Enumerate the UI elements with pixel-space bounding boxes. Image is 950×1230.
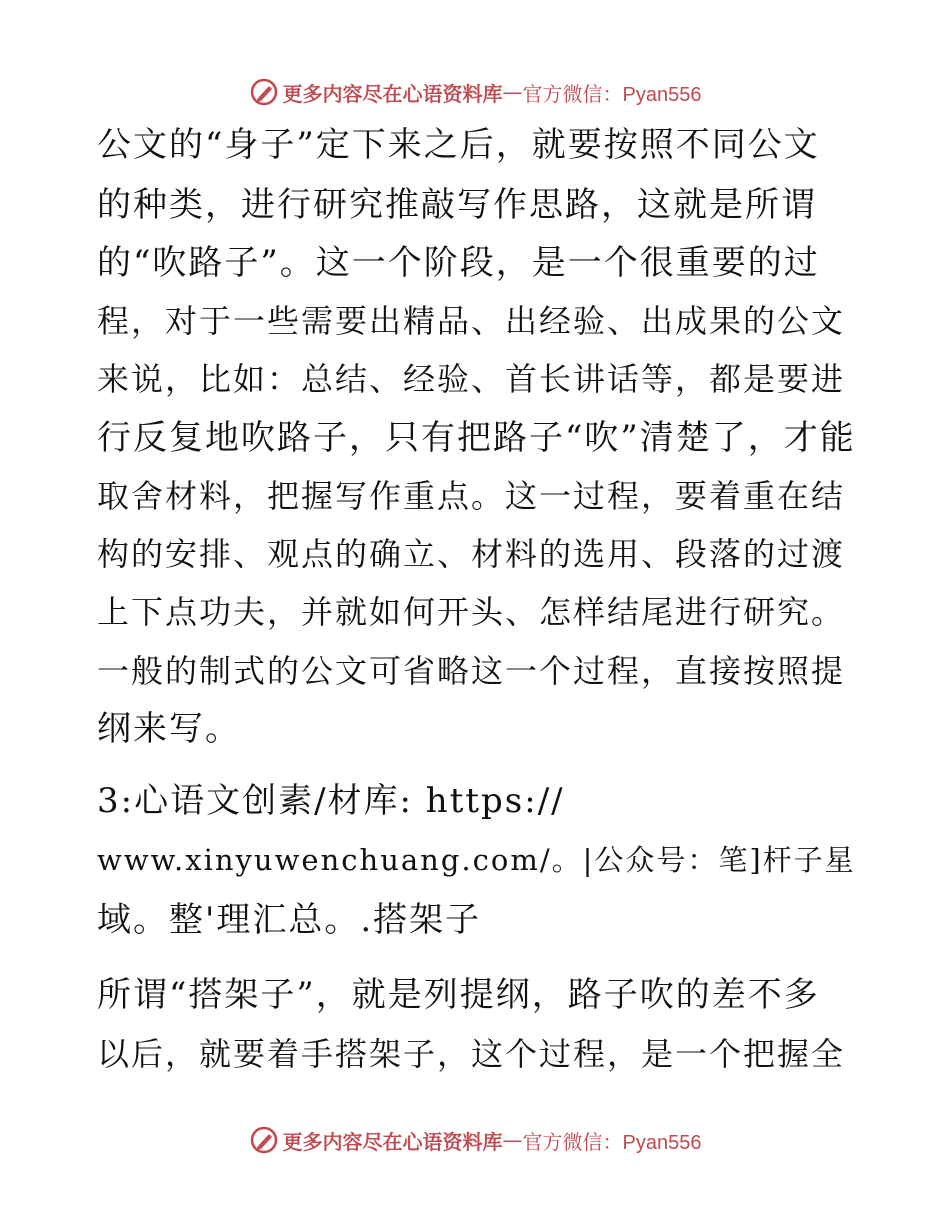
watermark-header xyxy=(0,72,950,112)
text-line: 公文的“身子”定下来之后，就要按照不同公文 xyxy=(97,125,820,165)
pen-logo-icon xyxy=(249,77,279,107)
text-line: 纲来写。 xyxy=(97,709,241,749)
watermark-wechat: 官方微信：Pyan556 xyxy=(522,1131,702,1154)
watermark-footer xyxy=(0,1120,950,1160)
watermark-wechat: 官方微信：Pyan556 xyxy=(522,83,702,106)
pen-logo-icon xyxy=(249,1125,279,1155)
text-line: 的种类，进行研究推敲写作思路，这就是所谓 xyxy=(97,185,817,225)
text-line: 一般的制式的公文可省略这一个过程，直接按照提 xyxy=(97,652,846,690)
text-line: 程，对于一些需要出精品、出经验、出成果的公文 xyxy=(97,302,846,340)
text-line: 3:心语文创素/材库: https:// xyxy=(97,781,565,821)
text-line: 上下点功夫，并就如何开头、怎样结尾进行研究。 xyxy=(97,593,846,631)
text-line: 来说，比如：总结、经验、首长讲话等，都是要进 xyxy=(97,360,846,398)
text-line: 域。整'理汇总。.搭架子 xyxy=(97,900,482,940)
text-line: 行反复地吹路子，只有把路子“吹”清楚了，才能 xyxy=(97,418,856,458)
text-line: 的“吹路子”。这一个阶段，是一个很重要的过 xyxy=(97,243,820,283)
text-line: www.xinyuwenchuang.com/。|公众号：笔]杆子星 xyxy=(97,843,856,877)
watermark-separator: — xyxy=(502,80,523,104)
text-line: 所谓“搭架子”，就是列提纲，路子吹的差不多 xyxy=(97,975,820,1015)
watermark-text: 更多内容尽在心语资料库 xyxy=(282,81,503,106)
text-line: 取舍材料，把握写作重点。这一过程，要着重在结 xyxy=(97,477,846,515)
text-line: 构的安排、观点的确立、材料的选用、段落的过渡 xyxy=(97,535,846,573)
watermark-text: 更多内容尽在心语资料库 xyxy=(282,1129,503,1154)
watermark-separator: — xyxy=(502,1128,523,1152)
text-line: 以后，就要着手搭架子，这个过程，是一个把握全 xyxy=(97,1035,846,1073)
